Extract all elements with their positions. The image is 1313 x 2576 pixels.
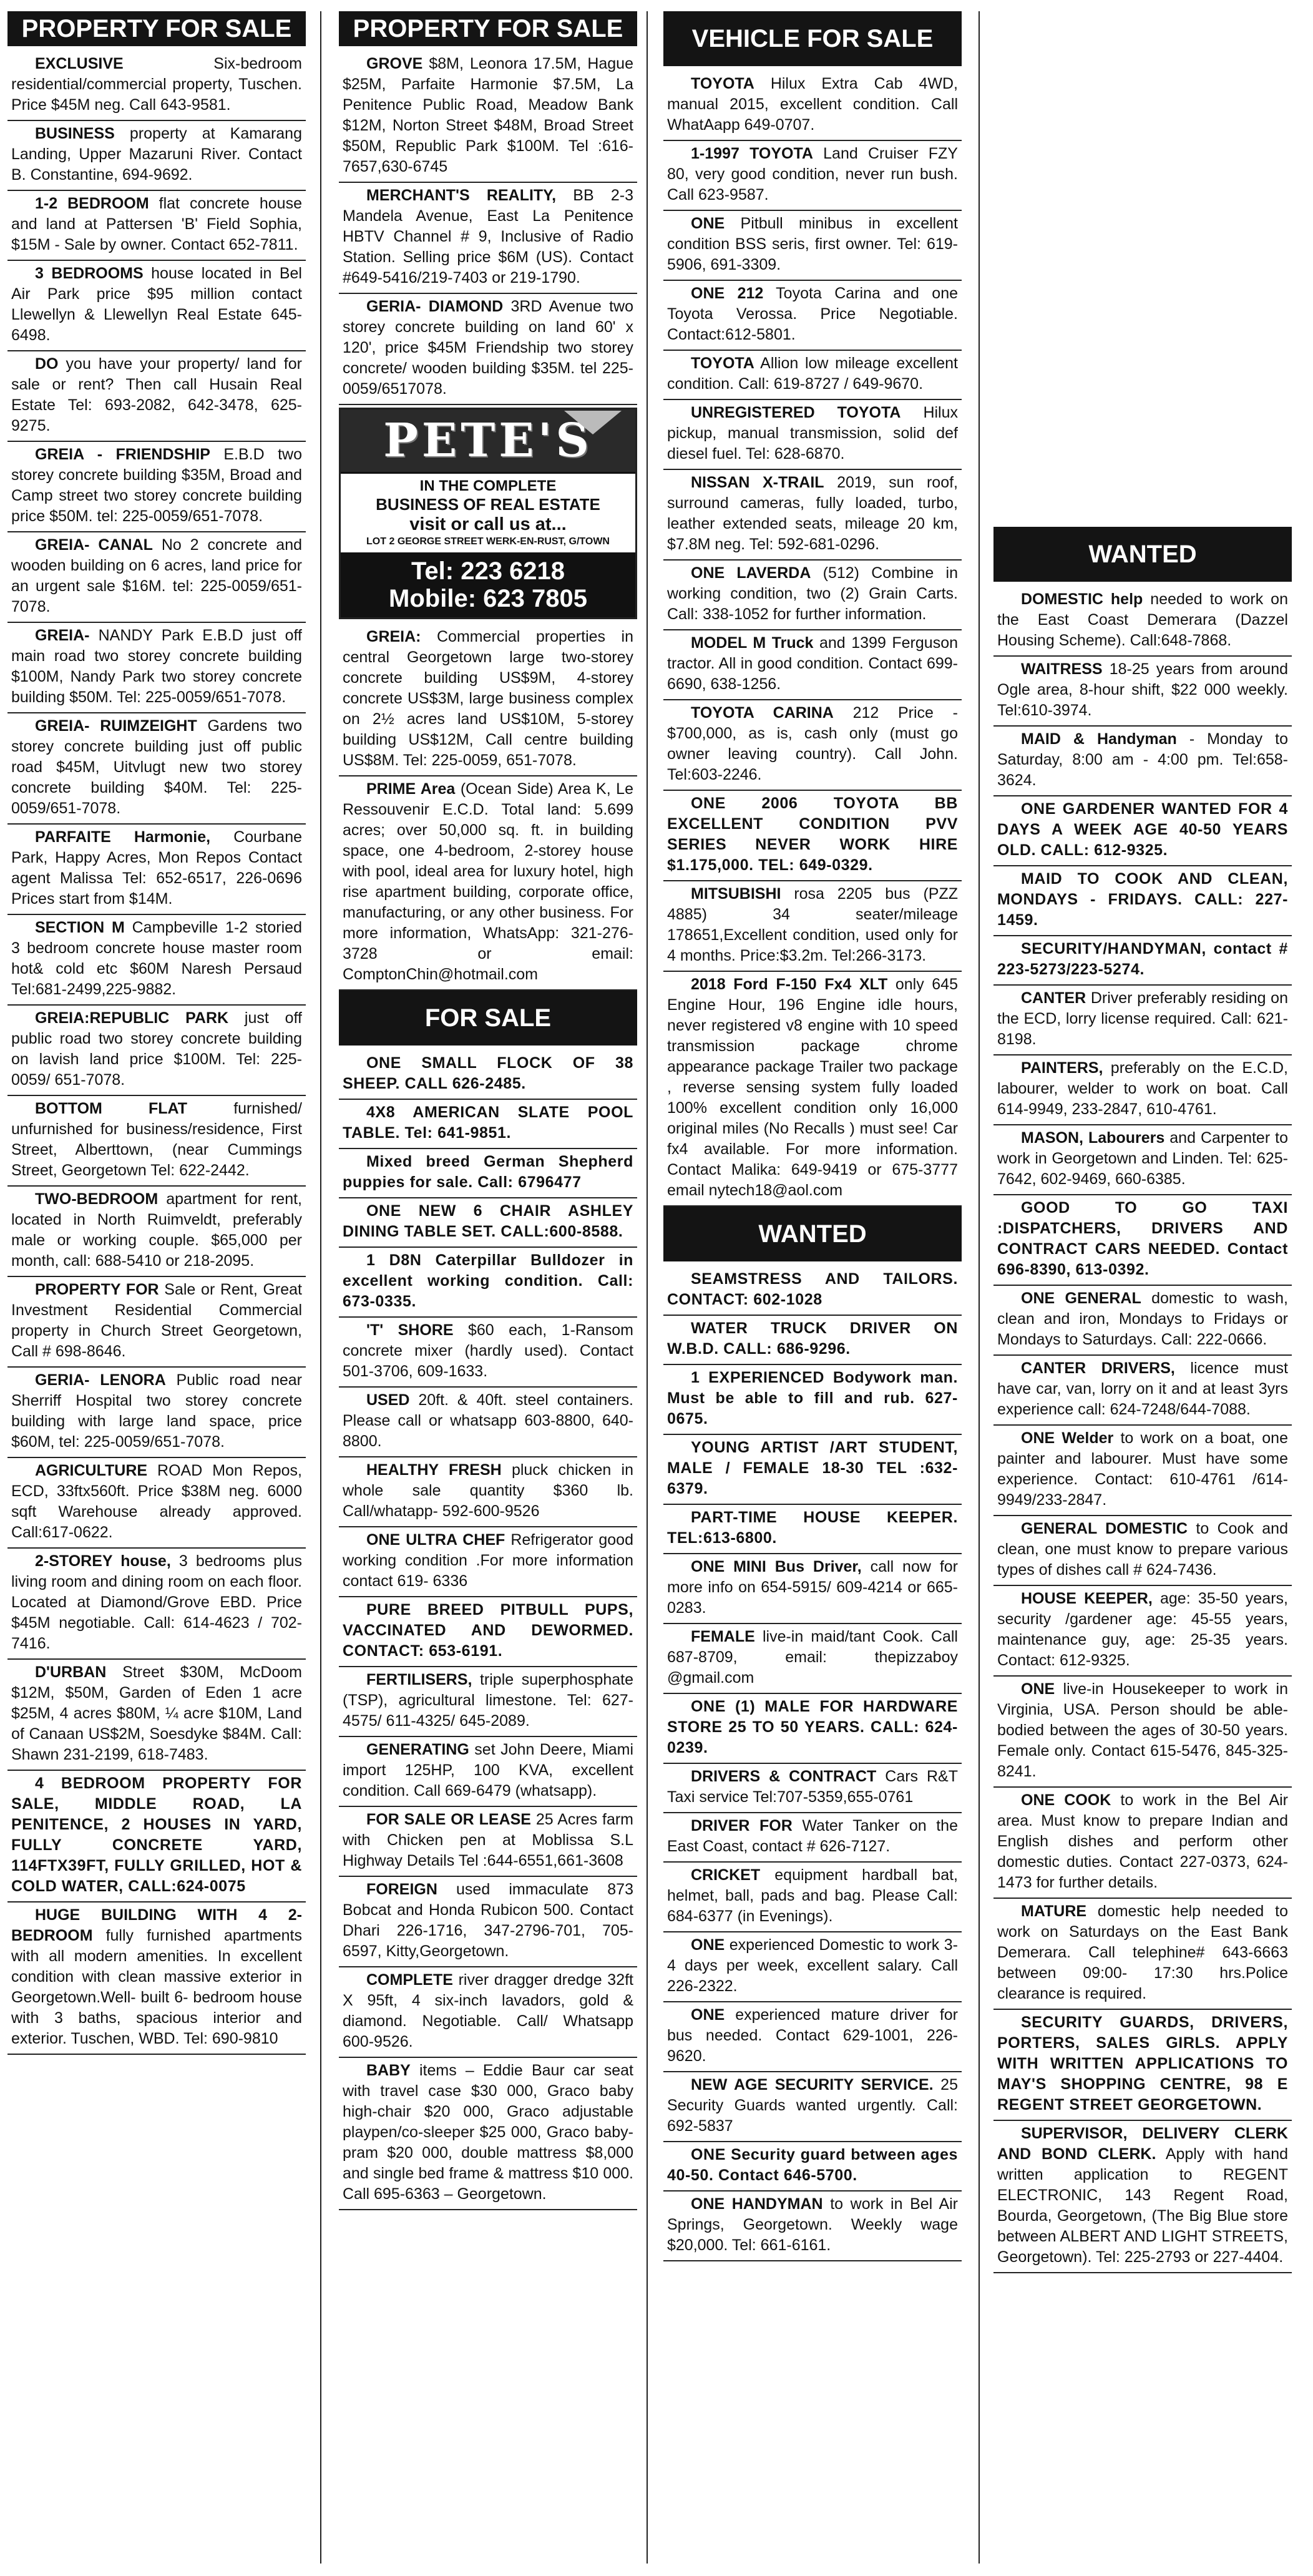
- classified-ad: [7, 915, 306, 1006]
- classified-ad: [339, 1050, 637, 1100]
- classified-ad: [663, 972, 962, 1207]
- classified-ad: [663, 1863, 962, 1932]
- ad-keyword: 1 EXPERIENCED Bodywork man. Must be able to fill and rub. 627-0675.: [667, 1369, 958, 1428]
- classified-ad: [663, 2192, 962, 2261]
- ad-text: 25 Security Guards wanted urgently. Call: 692-5837: [667, 2076, 958, 2135]
- ad-keyword: FOREIGN: [366, 1881, 437, 1898]
- arrow-icon: [564, 411, 622, 434]
- ad-keyword: CANTER DRIVERS,: [1021, 1359, 1175, 1377]
- ad-keyword: DOMESTIC help: [1021, 590, 1143, 608]
- ad-text: 3 bedrooms plus living room and dining room on each floor. Located at Diamond/Grove EBD. Price $45M negotiable. Call: 614-4623 / 702-7416.: [11, 1552, 302, 1652]
- classified-ad: [7, 1771, 306, 1903]
- ad-keyword: ONE Security guard between ages 40-50. Contact 646-5700.: [667, 2146, 958, 2184]
- classified-ad: [993, 657, 1292, 727]
- ad-text: domestic to wash, clean and iron, Mondays to Fridays or Mondays to Saturdays. Call: 222-0666.: [997, 1290, 1289, 1348]
- classified-ad: [7, 623, 306, 713]
- ad-keyword: GREIA- CANAL: [35, 536, 153, 554]
- ad-keyword: ONE ULTRA CHEF: [366, 1531, 505, 1549]
- ad-keyword: EXCLUSIVE: [35, 55, 124, 72]
- ad-text: river dragger dredge 32ft X 95ft, 4 six-inch lavadors, gold & diamond. Negotiable. Call/ Whatsapp 600-9526.: [343, 1971, 633, 2050]
- ad-keyword: FERTILISERS,: [366, 1671, 472, 1688]
- classified-ad: [7, 1006, 306, 1096]
- classified-ad: [663, 2072, 962, 2142]
- ad-keyword: DO: [35, 355, 59, 373]
- classified-ad: [663, 2002, 962, 2072]
- classified-ad: [663, 1316, 962, 1365]
- classified-ad: [339, 1248, 637, 1318]
- ad-keyword: PROPERTY FOR: [35, 1281, 159, 1298]
- ad-text: equipment hardball bat, helmet, ball, pads and bag. Please Call: 684-6377 (in Evenings).: [667, 1866, 958, 1925]
- ad-keyword: 1-2 BEDROOM: [35, 195, 149, 212]
- classified-ad: [7, 1096, 306, 1187]
- classified-ad: [7, 713, 306, 825]
- ad-keyword: ONE HANDYMAN: [691, 2195, 823, 2213]
- classified-ad: [7, 121, 306, 191]
- ad-text: 25 Acres farm with Chicken pen at Moblissa S.L Highway Details Tel :644-6551,661-3608: [343, 1811, 633, 1869]
- classified-ad: [7, 532, 306, 623]
- ad-keyword: HOUSE KEEPER,: [1021, 1590, 1153, 1607]
- ad-keyword: ONE (1) MALE FOR HARDWARE STORE 25 TO 50 YEARS. CALL: 624-0239.: [667, 1698, 958, 1756]
- ad-keyword: TOYOTA CARINA: [691, 704, 834, 722]
- ad-text: rosa 2205 bus (PZZ 4885) 34 seater/mileage 178651,Excellent condition, used only for 4 months. Price:$3.2m. Tel:266-3173.: [667, 885, 958, 964]
- ad-text: call now for more info on 654-5915/ 609-4214 or 665-0283.: [667, 1558, 958, 1617]
- ad-keyword: GOOD TO GO TAXI :DISPATCHERS, DRIVERS AND CONTRACT CARS NEEDED. Contact 696-8390, 613-0392.: [997, 1199, 1288, 1278]
- classified-ad: [663, 1554, 962, 1624]
- promo-line: visit or call us at...: [409, 514, 567, 534]
- classified-ad: [663, 2142, 962, 2192]
- ad-keyword: COMPLETE: [366, 1971, 453, 1989]
- ad-keyword: DRIVER FOR: [691, 1817, 793, 1834]
- classified-ad: [663, 561, 962, 630]
- classified-ad: [7, 1549, 306, 1660]
- ad-text: Cars R&T Taxi service Tel:707-5359,655-0761: [667, 1768, 958, 1806]
- ad-keyword: TWO-BEDROOM: [35, 1190, 159, 1208]
- ad-text: age: 35-50 years, security /gardener age: 45-55 years, maintenance guy, age: 25-35 years. Contact: 612-9325.: [997, 1590, 1288, 1669]
- ad-keyword: ONE SMALL FLOCK OF 38 SHEEP. CALL 626-2485.: [343, 1054, 633, 1092]
- classified-ad: [339, 294, 637, 405]
- ad-text: Pitbull minibus in excellent condition BSS seris, first owner. Tel: 619-5906, 691-3309.: [667, 215, 958, 273]
- ad-keyword: WATER TRUCK DRIVER ON W.B.D. CALL: 686-9296.: [667, 1320, 958, 1358]
- ad-text: Hilux pickup, manual transmission, solid def diesel fuel. Tel: 628-6870.: [667, 404, 959, 463]
- classified-ad: [993, 1286, 1292, 1356]
- ad-keyword: Mixed breed German Shepherd puppies for sale. Call: 6796477: [343, 1153, 633, 1191]
- classified-ad: [663, 1266, 962, 1316]
- section-header: PROPERTY FOR SALE: [339, 11, 637, 46]
- ad-keyword: 2018 Ford F-150 Fx4 XLT: [691, 976, 888, 993]
- section-header: WANTED: [663, 1207, 962, 1261]
- ad-text: No 2 concrete and wooden building on 6 acres, land price for an urgent sale $16M. tel: 225-0059/651-7078.: [11, 536, 302, 615]
- classified-ad: [663, 1813, 962, 1863]
- ad-text: needed to work on the East Coast Demerara (Dazzel Housing Scheme). Call:648-7868.: [997, 590, 1288, 649]
- classified-ad: [663, 700, 962, 791]
- ads-list: [7, 51, 306, 2055]
- ad-keyword: MASON, Labourers: [1021, 1129, 1165, 1147]
- ad-keyword: SEAMSTRESS AND TAILORS. CONTACT: 602-1028: [667, 1270, 958, 1308]
- ad-text: $60 each, 1-Ransom concrete mixer (hardly used). Contact 501-3706, 609-1633.: [343, 1321, 633, 1380]
- ad-keyword: GERIA- DIAMOND: [366, 298, 504, 315]
- ad-text: to work on a boat, one painter and labourer. Must have some experience. Contact: 610-4761 /614-9949/233-2847.: [997, 1429, 1288, 1509]
- classified-ad: [993, 936, 1292, 986]
- ad-keyword: NEW AGE SECURITY SERVICE.: [691, 2076, 934, 2094]
- ad-keyword: 'T' SHORE: [366, 1321, 454, 1339]
- ad-keyword: ONE: [691, 2006, 725, 2024]
- ad-text: live-in Housekeeper to work in Virginia, USA. Person should be able-bodied between the ages of 30-50 years. Female only. Contact 615-5476, 845-325-8241.: [997, 1680, 1288, 1780]
- ad-text: NANDY Park E.B.D just off main road two storey concrete building $100M, Nandy Park two storey concrete building $50M. Tel: 225-0059/651-7078.: [11, 627, 302, 706]
- ad-keyword: NISSAN X-TRAIL: [691, 474, 824, 491]
- column-vehicle-for-sale: [663, 11, 962, 2564]
- classified-ad: [993, 796, 1292, 866]
- ad-keyword: SECURITY GUARDS, DRIVERS, PORTERS, SALES GIRLS. APPLY WITH WRITTEN APPLICATIONS TO MAY'S SHOPPING CENTRE, 98 E REGENT STREET GEORGETOWN.: [997, 2014, 1288, 2113]
- classified-ad: [7, 1458, 306, 1549]
- ad-text: Courbane Park, Happy Acres, Mon Repos Contact agent Malissa Tel: 652-6517, 226-0696 Prices start from $14M.: [11, 828, 302, 908]
- ad-keyword: YOUNG ARTIST /ART STUDENT, MALE / FEMALE 18-30 TEL :632-6379.: [667, 1439, 958, 1497]
- ad-keyword: BUSINESS: [35, 125, 115, 142]
- classified-ad: [993, 1125, 1292, 1195]
- column-property-for-sale: [7, 11, 306, 2564]
- ad-text: pluck chicken in whole sale quantity $360 lb. Call/whatapp- 592-600-9526: [343, 1461, 633, 1520]
- ad-keyword: ONE GARDENER WANTED FOR 4 DAYS A WEEK AGE 40-50 YEARS OLD. CALL: 612-9325.: [997, 800, 1288, 859]
- ad-keyword: ONE Welder: [1021, 1429, 1114, 1447]
- column-divider: [979, 11, 980, 2564]
- classified-ad: [7, 1903, 306, 2055]
- ad-text: preferably on the E.C.D, labourer, welder to work on boat. Call 614-9949, 233-2847, 610-4761.: [997, 1059, 1288, 1118]
- ad-text: Allion low mileage excellent condition. Call: 619-8727 / 649-9670.: [667, 355, 958, 393]
- classified-ad: [663, 1764, 962, 1813]
- ad-text: 3RD Avenue two storey concrete building on land 60' x 120', price $45M Friendship two storey concrete/ wooden building $35M. tel 225-0059/6517078.: [343, 298, 633, 398]
- ad-keyword: ONE LAVERDA: [691, 564, 811, 582]
- ad-keyword: FEMALE: [691, 1628, 755, 1645]
- ad-text: live-in maid/tant Cook. Call 687-8709, email: thepizzaboy @gmail.com: [667, 1628, 958, 1687]
- promo-address: LOT 2 GEORGE STREET WERK-EN-RUST, G/TOWN: [366, 536, 610, 547]
- ad-keyword: ONE GENERAL: [1021, 1290, 1141, 1307]
- ad-text: flat concrete house and land at Pattersen 'B' Field Sophia, $15M - Sale by owner. Contact 652-7811.: [11, 195, 302, 253]
- ad-keyword: CRICKET: [691, 1866, 761, 1884]
- ad-text: house located in Bel Air Park price $95 million contact Llewellyn & Llewellyn Real Estate 645-6498.: [11, 265, 302, 344]
- classified-ad: [7, 1277, 306, 1368]
- ad-keyword: MATURE: [1021, 1903, 1087, 1920]
- ad-keyword: FOR SALE OR LEASE: [366, 1811, 531, 1828]
- ad-keyword: GREIA-: [35, 627, 90, 644]
- real-estate-promo-ad: [339, 408, 637, 619]
- classified-ad: [993, 2121, 1292, 2273]
- ad-keyword: BABY: [366, 2062, 411, 2079]
- section-header: WANTED: [993, 527, 1292, 582]
- ad-keyword: PART-TIME HOUSE KEEPER. TEL:613-6800.: [667, 1509, 958, 1547]
- classified-ad: [339, 1100, 637, 1149]
- classified-ad: [993, 1899, 1292, 2010]
- ad-keyword: PARFAITE Harmonie,: [35, 828, 211, 846]
- ad-keyword: GREIA - FRIENDSHIP: [35, 446, 210, 463]
- classified-ad: [993, 1055, 1292, 1125]
- column-wanted: [993, 11, 1292, 2564]
- ad-text: 2019, sun roof, surround cameras, fully loaded, turbo, leather extended seats, mileage 20 km, $7.8M neg. Tel: 592-681-0296.: [667, 474, 959, 553]
- classified-ad: [663, 1365, 962, 1435]
- classified-ad: [663, 881, 962, 972]
- ad-text: Refrigerator good working condition .For more information contact 619- 6336: [343, 1531, 633, 1590]
- promo-phones: [341, 552, 635, 617]
- classified-ad: [663, 630, 962, 700]
- ad-keyword: HUGE BUILDING WITH 4 2- BEDROOM: [11, 1906, 302, 1944]
- classified-ad: [663, 211, 962, 281]
- classified-ad: [663, 281, 962, 351]
- classified-ad: [663, 470, 962, 561]
- section-header: VEHICLE FOR SALE: [663, 11, 962, 66]
- classified-ad: [7, 191, 306, 261]
- ad-keyword: 3 BEDROOMS: [35, 265, 144, 282]
- ad-text: Water Tanker on the East Coast, contact # 626-7127.: [667, 1817, 958, 1855]
- ad-keyword: ONE: [1021, 1680, 1055, 1698]
- ad-keyword: ONE NEW 6 CHAIR ASHLEY DINING TABLE SET. CALL:600-8588.: [343, 1202, 633, 1240]
- classified-ad: [339, 1737, 637, 1807]
- classified-ad: [7, 261, 306, 351]
- classified-ad: [7, 825, 306, 915]
- classified-ad: [339, 624, 637, 776]
- ad-keyword: GREIA- RUIMZEIGHT: [35, 717, 197, 735]
- ad-text: to work in Bel Air Springs, Georgetown. Weekly wage $20,000. Tel: 661-6161.: [667, 2195, 958, 2254]
- ad-keyword: PRIME Area: [366, 780, 456, 798]
- ad-keyword: ONE MINI Bus Driver,: [691, 1558, 862, 1575]
- ad-keyword: GENERAL DOMESTIC: [1021, 1520, 1188, 1537]
- classified-ad: [7, 351, 306, 442]
- section-header: PROPERTY FOR SALE: [7, 11, 306, 46]
- ad-text: Gardens two storey concrete building just off public road $45M, Uitvlugt new two storey concrete building $40M. Tel: 225-0059/651-7078.: [11, 717, 302, 817]
- ads-list: [339, 51, 637, 405]
- ad-text: experienced mature driver for bus needed. Contact 629-1001, 226-9620.: [667, 2006, 958, 2065]
- ad-text: Apply with hand written application to REGENT ELECTRONIC, 143 Regent Road, Bourda, Georgetown, (The Big Blue store between ALBERT AND LIGHT STREETS, Georgetown). Tel: 225-2793 or 227-4404.: [997, 2145, 1288, 2266]
- ad-text: fully furnished apartments with all modern amenities. In excellent condition with clean massive exterior in Georgetown.Well- built 6- bedroom house with 3 baths, spacious interior and exterior. Tuschen, WBD. Tel: 690-9810: [11, 1927, 302, 2047]
- ad-text: Street $30M, McDoom $12M, $50M, Garden of Eden 1 acre $25M, 4 acres $80M, ¼ acre $10M, Land of Canaan US$2M, Soesdyke $84M. Call: Shawn 231-2199, 618-7483.: [11, 1663, 302, 1763]
- ad-keyword: ONE 2006 TOYOTA BB EXCELLENT CONDITION PVV SERIES NEVER WORK HIRE $1.175,000. TEL: 649-0329.: [667, 795, 958, 874]
- classified-ad: [339, 1597, 637, 1667]
- promo-tel: Tel: 223 6218: [411, 557, 565, 585]
- classified-ad: [339, 1807, 637, 1877]
- ad-text: items – Eddie Baur car seat with travel case $30 000, Graco baby high-chair $20 000, Graco adjustable playpen/co-sleeper $25 000, Graco baby-pram $20 000, double mattress $8,000 and single bed frame & mattress $10 000. Call 695-6363 – Georgetown.: [343, 2062, 633, 2203]
- ad-keyword: GREIA:: [366, 628, 421, 645]
- ad-text: $8M, Leonora 17.5M, Hague $25M, Parfaite Harmonie $7.5M, La Penitence Public Road, Meadow Bank $12M, Norton Street $48M, Broad Street $50M, Republic Park $100M. Tel :616-7657,630-6745: [343, 55, 633, 175]
- ad-keyword: 1 D8N Caterpillar Bulldozer in excellent working condition. Call: 673-0335.: [343, 1251, 633, 1310]
- ad-text: Toyota Carina and one Toyota Verossa. Price Negotiable. Contact:612-5801.: [667, 285, 958, 343]
- ad-keyword: GENERATING: [366, 1741, 469, 1758]
- ad-keyword: HEALTHY FRESH: [366, 1461, 502, 1479]
- ad-keyword: MODEL M Truck: [691, 634, 814, 652]
- ad-text: Sale or Rent, Great Investment Residential Commercial property in Church Street Georgetown, Call # 698-8646.: [11, 1281, 303, 1360]
- classified-ad: [993, 866, 1292, 936]
- classified-ad: [993, 1788, 1292, 1899]
- classified-ad: [993, 1677, 1292, 1788]
- section-header: FOR SALE: [339, 991, 637, 1046]
- ad-keyword: UNREGISTERED TOYOTA: [691, 404, 901, 421]
- ad-text: furnished/ unfurnished for business/residence, First Street, Alberttown, (near Cummings Street, Georgetown Tel: 622-2442.: [11, 1100, 302, 1179]
- ad-keyword: MERCHANT'S REALITY,: [366, 187, 557, 204]
- ad-text: licence must have car, van, lorry on it and at least 3yrs experience call: 624-7248/644-7088.: [997, 1359, 1288, 1418]
- classified-ad: [7, 1187, 306, 1277]
- ad-text: Hilux Extra Cab 4WD, manual 2015, excellent condition. Call WhatAapp 649-0707.: [667, 75, 958, 134]
- ad-text: Public road near Sherriff Hospital two storey concrete building with large land space, price $60M, tel: 225-0059/651-7078.: [11, 1371, 302, 1451]
- ad-keyword: TOYOTA: [691, 75, 754, 92]
- classified-ad: [339, 1318, 637, 1388]
- classified-ad: [993, 1356, 1292, 1426]
- ad-keyword: D'URBAN: [35, 1663, 107, 1681]
- classified-ad: [663, 400, 962, 470]
- classified-ad: [993, 1426, 1292, 1516]
- ad-keyword: CANTER: [1021, 989, 1086, 1007]
- ad-text: (Ocean Side) Area K, Le Ressouvenir E.C.D. Total land: 5.699 acres; over 50,000 sq. ft. in building space, one 4-bedroom, 2-storey house with pool, ideal area for luxury hotel, high rise apartment building, corporate office, manufacturing, or any other business. For more information, WhatsApp: 321-276-3728 or email: ComptonChin@hotmail.com: [343, 780, 633, 983]
- classified-ad: [339, 51, 637, 183]
- classified-ad: [993, 986, 1292, 1055]
- ad-keyword: PURE BREED PITBULL PUPS, VACCINATED AND DEWORMED. CONTACT: 653-6191.: [343, 1601, 633, 1660]
- classified-ad: [663, 791, 962, 881]
- classified-ad: [663, 1932, 962, 2002]
- promo-logo: PETE'S: [341, 409, 635, 474]
- classified-ad: [339, 1149, 637, 1198]
- ad-keyword: MAID & Handyman: [1021, 730, 1177, 748]
- ad-text: only 645 Engine Hour, 196 Engine idle hours, never registered v8 engine with 10 speed transmission package chrome appearance package Trailer two package , reverse sensing system fully loaded 100% excellent condition only 16,000 original miles (No Recalls ) must see! Car fx4 available. For more information. Contact Malika: 649-9419 or 675-3777 email nytech18@aol.com: [667, 976, 958, 1199]
- classified-ad: [993, 2010, 1292, 2121]
- ad-text: triple superphosphate (TSP), agricultural limestone. Tel: 627-4575/ 611-4325/ 645-2089.: [343, 1671, 633, 1730]
- ad-text: E.B.D two storey concrete building $35M, Broad and Camp street two storey concrete building price $50M. tel: 225-0059/651-7078.: [11, 446, 302, 525]
- ad-text: just off public road two storey concrete building on lavish land price $100M. Tel: 225-0059/ 651-7078.: [11, 1009, 302, 1089]
- ads-list: [993, 587, 1292, 2273]
- classified-ad: [663, 351, 962, 400]
- classified-ad: [339, 1457, 637, 1527]
- ad-keyword: ONE: [691, 215, 725, 232]
- ad-keyword: 1-1997 TOYOTA: [691, 145, 813, 162]
- classified-ad: [993, 1516, 1292, 1586]
- classified-ad: [663, 141, 962, 211]
- ad-keyword: DRIVERS & CONTRACT: [691, 1768, 877, 1785]
- blank-space: [993, 11, 1292, 527]
- ad-keyword: WAITRESS: [1021, 660, 1103, 678]
- classified-ad: [7, 51, 306, 121]
- promo-line: IN THE COMPLETE: [419, 477, 557, 494]
- ad-keyword: 2-STOREY house,: [35, 1552, 171, 1570]
- ad-text: - Monday to Saturday, 8:00 am - 4:00 pm. Tel:658-3624.: [997, 730, 1288, 789]
- column-divider: [647, 11, 648, 2564]
- ad-keyword: 4X8 AMERICAN SLATE POOL TABLE. Tel: 641-9851.: [343, 1104, 633, 1142]
- classified-ad: [339, 1967, 637, 2058]
- ad-keyword: GERIA- LENORA: [35, 1371, 166, 1389]
- classified-ad: [339, 776, 637, 991]
- ads-list: [339, 624, 637, 991]
- ad-text: property at Kamarang Landing, Upper Mazaruni River. Contact B. Constantine, 694-9692.: [11, 125, 302, 184]
- ad-text: Six-bedroom residential/commercial property, Tuschen. Price $45M neg. Call 643-9581.: [11, 55, 302, 114]
- ad-keyword: ONE 212: [691, 285, 764, 302]
- classified-ad: [993, 1586, 1292, 1677]
- ad-text: ROAD Mon Repos, ECD, 33ftx560ft. Price $38M neg. 6000 sqft Warehouse already approved. Call:617-0622.: [11, 1462, 302, 1541]
- promo-line: BUSINESS OF REAL ESTATE: [376, 495, 600, 514]
- ad-keyword: SECURITY/HANDYMAN, contact # 223-5273/223-5274.: [997, 940, 1288, 978]
- classified-ad: [993, 727, 1292, 796]
- ad-keyword: ONE COOK: [1021, 1791, 1111, 1809]
- classified-ad: [339, 1667, 637, 1737]
- ad-keyword: AGRICULTURE: [35, 1462, 148, 1479]
- classified-ad: [339, 1877, 637, 1967]
- ad-keyword: 4 BEDROOM PROPERTY FOR SALE, MIDDLE ROAD, LA PENITENCE, 2 HOUSES IN YARD, FULLY CONCRETE YARD, 114FTX39FT, FULLY GRILLED, HOT & COLD WATER, CALL:624-0075: [11, 1775, 302, 1895]
- ad-keyword: MAID TO COOK AND CLEAN, MONDAYS - FRIDAYS. CALL: 227-1459.: [997, 870, 1288, 929]
- ad-text: 20ft. & 40ft. steel containers. Please call or whatsapp 603-8800, 640-8800.: [343, 1391, 633, 1450]
- classified-ad: [663, 1694, 962, 1764]
- ad-text: Land Cruiser FZY 80, very good condition, never run bush. Call 623-9587.: [667, 145, 958, 203]
- classified-ad: [339, 183, 637, 294]
- ad-text: Campbeville 1-2 storied 3 bedroom concrete house master room hot& cold etc $60M Naresh Persaud Tel:681-2499,225-9882.: [11, 919, 302, 998]
- ad-text: domestic help needed to work on Saturdays on the East Bank Demerara. Call telephine# 643-6663 between 09:00- 17:30 hrs.Police clearance is required.: [997, 1903, 1288, 2002]
- ad-text: set John Deere, Miami import 125HP, 100 KVA, excellent condition. Call 669-6479 (whatsapp).: [343, 1741, 633, 1800]
- classified-ad: [993, 1195, 1292, 1286]
- ad-keyword: SECTION M: [35, 919, 125, 936]
- ad-keyword: MITSUBISHI: [691, 885, 781, 903]
- promo-mobile: Mobile: 623 7805: [389, 585, 587, 612]
- classified-ad: [663, 1624, 962, 1694]
- column-divider: [320, 11, 321, 2564]
- classified-ad: [7, 442, 306, 532]
- ad-keyword: BOTTOM FLAT: [35, 1100, 188, 1117]
- ad-text: and Carpenter to work in Georgetown and Linden. Tel: 625-7642, 602-9469, 660-6385.: [997, 1129, 1288, 1188]
- classified-ad: [7, 1368, 306, 1458]
- classified-ad: [663, 1505, 962, 1554]
- classified-ad: [993, 587, 1292, 657]
- ad-keyword: GREIA:REPUBLIC PARK: [35, 1009, 229, 1027]
- classified-ad: [7, 1660, 306, 1771]
- classified-ad: [663, 71, 962, 141]
- classified-ad: [339, 1388, 637, 1457]
- ad-keyword: ONE: [691, 1936, 725, 1954]
- ad-text: (512) Combine in working condition, two (2) Grain Carts. Call: 338-1052 for further information.: [667, 564, 958, 623]
- classified-ad: [339, 1527, 637, 1597]
- ad-keyword: GROVE: [366, 55, 423, 72]
- ad-text: and 1399 Ferguson tractor. All in good condition. Contact 699-6690, 638-1256.: [667, 634, 958, 693]
- ads-list: [339, 1050, 637, 2210]
- column-property-for-sale-2: [339, 11, 637, 2564]
- ad-text: Driver preferably residing on the ECD, lorry license required. Call: 621-8198.: [997, 989, 1288, 1048]
- ad-text: 18-25 years from around Ogle area, 8-hour shift, $22 000 weekly. Tel:610-3974.: [997, 660, 1288, 719]
- classified-ad: [663, 1435, 962, 1505]
- ad-text: experienced Domestic to work 3-4 days per week, excellent salary. Call 226-2322.: [667, 1936, 958, 1995]
- ads-list: [663, 71, 962, 1207]
- ad-text: to Cook and clean, one must know to prepare various types of dishes call # 624-7436.: [997, 1520, 1288, 1579]
- ads-list: [663, 1266, 962, 2261]
- ad-text: apartment for rent, located in North Ruimveldt, preferably male or working couple. $65,000 per month, call: 688-5410 or 218-2095.: [11, 1190, 302, 1270]
- ad-text: used immaculate 873 Bobcat and Honda Rubicon 500. Contact Dhari 226-1716, 347-2796-701, 705-6597, Kitty,Georgetown.: [343, 1881, 633, 1960]
- ad-keyword: SUPERVISOR, DELIVERY CLERK AND BOND CLERK.: [997, 2125, 1288, 2163]
- ad-text: you have your property/ land for sale or rent? Then call Husain Real Estate Tel: 693-2082, 642-3478, 625-9275.: [11, 355, 302, 434]
- ad-keyword: TOYOTA: [691, 355, 754, 372]
- ad-text: 212 Price - $700,000, as is, cash only (must go owner leaving country). Call John. Tel:603-2246.: [667, 704, 958, 783]
- ad-text: Commercial properties in central Georgetown large two-storey concrete building US$9M, 4-storey concrete US$3M, large business complex on 2½ acres land US$10M, 5-storey building US$12M, Call centre building US$8M. Tel: 225-0059, 651-7078.: [343, 628, 633, 769]
- ad-text: to work in the Bel Air area. Must know to prepare Indian and English dishes and perform other domestic duties. Contact 227-0373, 624-1473 for further details.: [997, 1791, 1289, 1891]
- ad-keyword: PAINTERS,: [1021, 1059, 1103, 1077]
- classified-ad: [339, 1198, 637, 1248]
- ad-keyword: USED: [366, 1391, 410, 1409]
- ad-text: BB 2-3 Mandela Avenue, East La Penitence HBTV Channel # 9, Inclusive of Radio Station. Selling price $6M (US). Contact #649-5416/219-7403 or 219-1790.: [343, 187, 633, 286]
- classified-ad: [339, 2058, 637, 2210]
